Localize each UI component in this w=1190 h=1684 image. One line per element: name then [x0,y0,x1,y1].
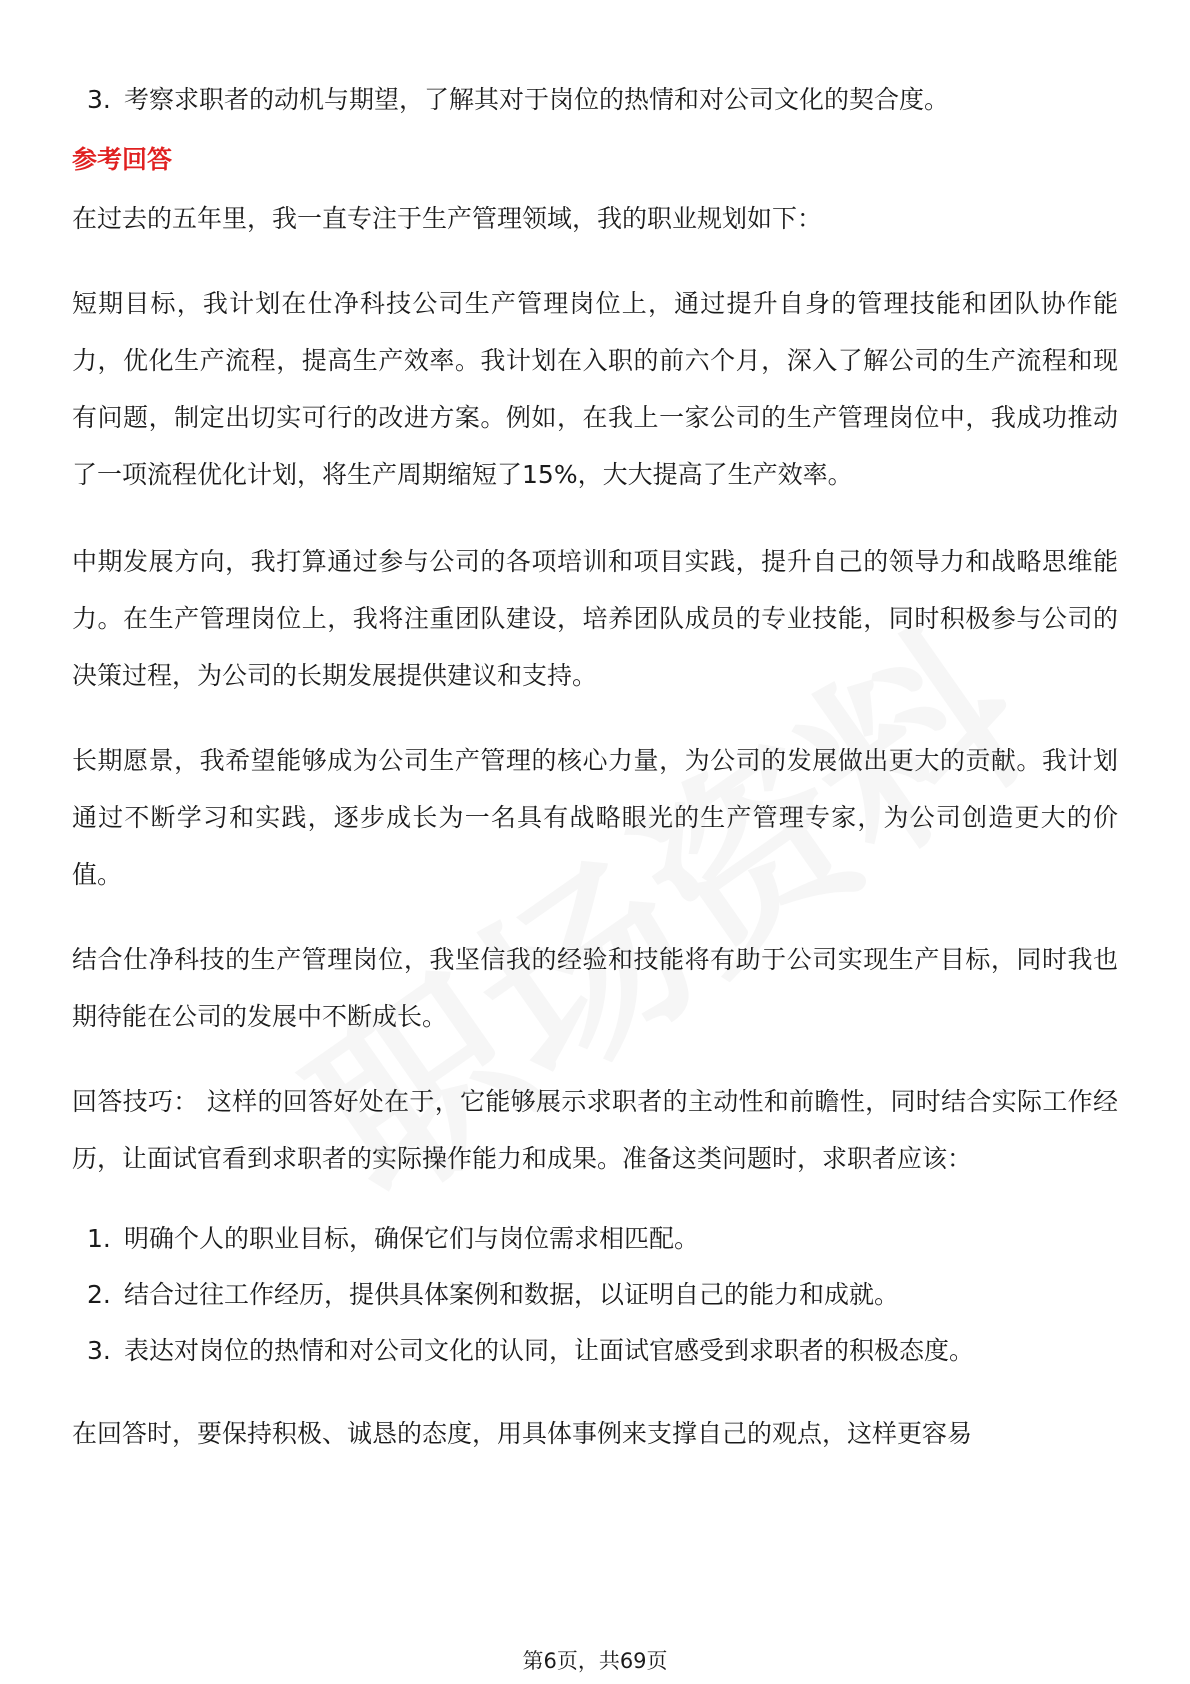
list-text: 表达对岗位的热情和对公司文化的认同，让面试官感受到求职者的积极态度。 [124,1336,975,1365]
top-list [72,72,1118,128]
paragraph-mid-term: 中期发展方向，我打算通过参与公司的各项培训和项目实践，提升自己的领导力和战略思维能力。在生产管理岗位上，我将注重团队建设，培养团队成员的专业技能，同时积极参与公司的决策过程，为公司的长期发展提供建议和支持。 [72,547,1118,690]
paragraph-long-term: 长期愿景，我希望能够成为公司生产管理的核心力量，为公司的发展做出更大的贡献。我计划通过不断学习和实践，逐步成长为一名具有战略眼光的生产管理专家，为公司创造更大的价值。 [72,746,1118,889]
list-number: 1. [87,1224,111,1253]
list-item [72,72,1118,128]
document-page [72,72,1118,1462]
list-number: 2. [87,1280,111,1309]
list-item [72,1323,1118,1379]
page-footer: 第6页，共69页 [522,1649,668,1673]
list-number: 3. [87,85,111,114]
list-item [72,1211,1118,1267]
paragraph-conclusion: 结合仕净科技的生产管理岗位，我坚信我的经验和技能将有助于公司实现生产目标，同时我也期待能在公司的发展中不断成长。 [72,945,1118,1031]
paragraph-tips: 回答技巧： 这样的回答好处在于，它能够展示求职者的主动性和前瞻性，同时结合实际工作经历，让面试官看到求职者的实际操作能力和成果。准备这类问题时，求职者应该： [72,1087,1118,1173]
paragraph-closing: 在回答时，要保持积极、诚恳的态度，用具体事例来支撑自己的观点，这样更容易 [72,1419,973,1448]
section-heading: 参考回答 [72,145,173,174]
list-number: 3. [87,1336,111,1365]
paragraph-intro: 在过去的五年里，我一直专注于生产管理领域，我的职业规划如下： [72,204,823,233]
list-text: 结合过往工作经历，提供具体案例和数据，以证明自己的能力和成就。 [124,1280,900,1309]
list-text: 考察求职者的动机与期望，了解其对于岗位的热情和对公司文化的契合度。 [124,85,950,114]
paragraph-short-term: 短期目标，我计划在仕净科技公司生产管理岗位上，通过提升自身的管理技能和团队协作能力，优化生产流程，提高生产效率。我计划在入职的前六个月，深入了解公司的生产流程和现有问题，制定出切实可行的改进方案。例如，在我上一家公司的生产管理岗位中，我成功推动了一项流程优化计划，将生产周期缩短了15%，大大提高了生产效率。 [72,289,1118,489]
tips-list [72,1211,1118,1379]
list-text: 明确个人的职业目标，确保它们与岗位需求相匹配。 [124,1224,700,1253]
list-item [72,1267,1118,1323]
